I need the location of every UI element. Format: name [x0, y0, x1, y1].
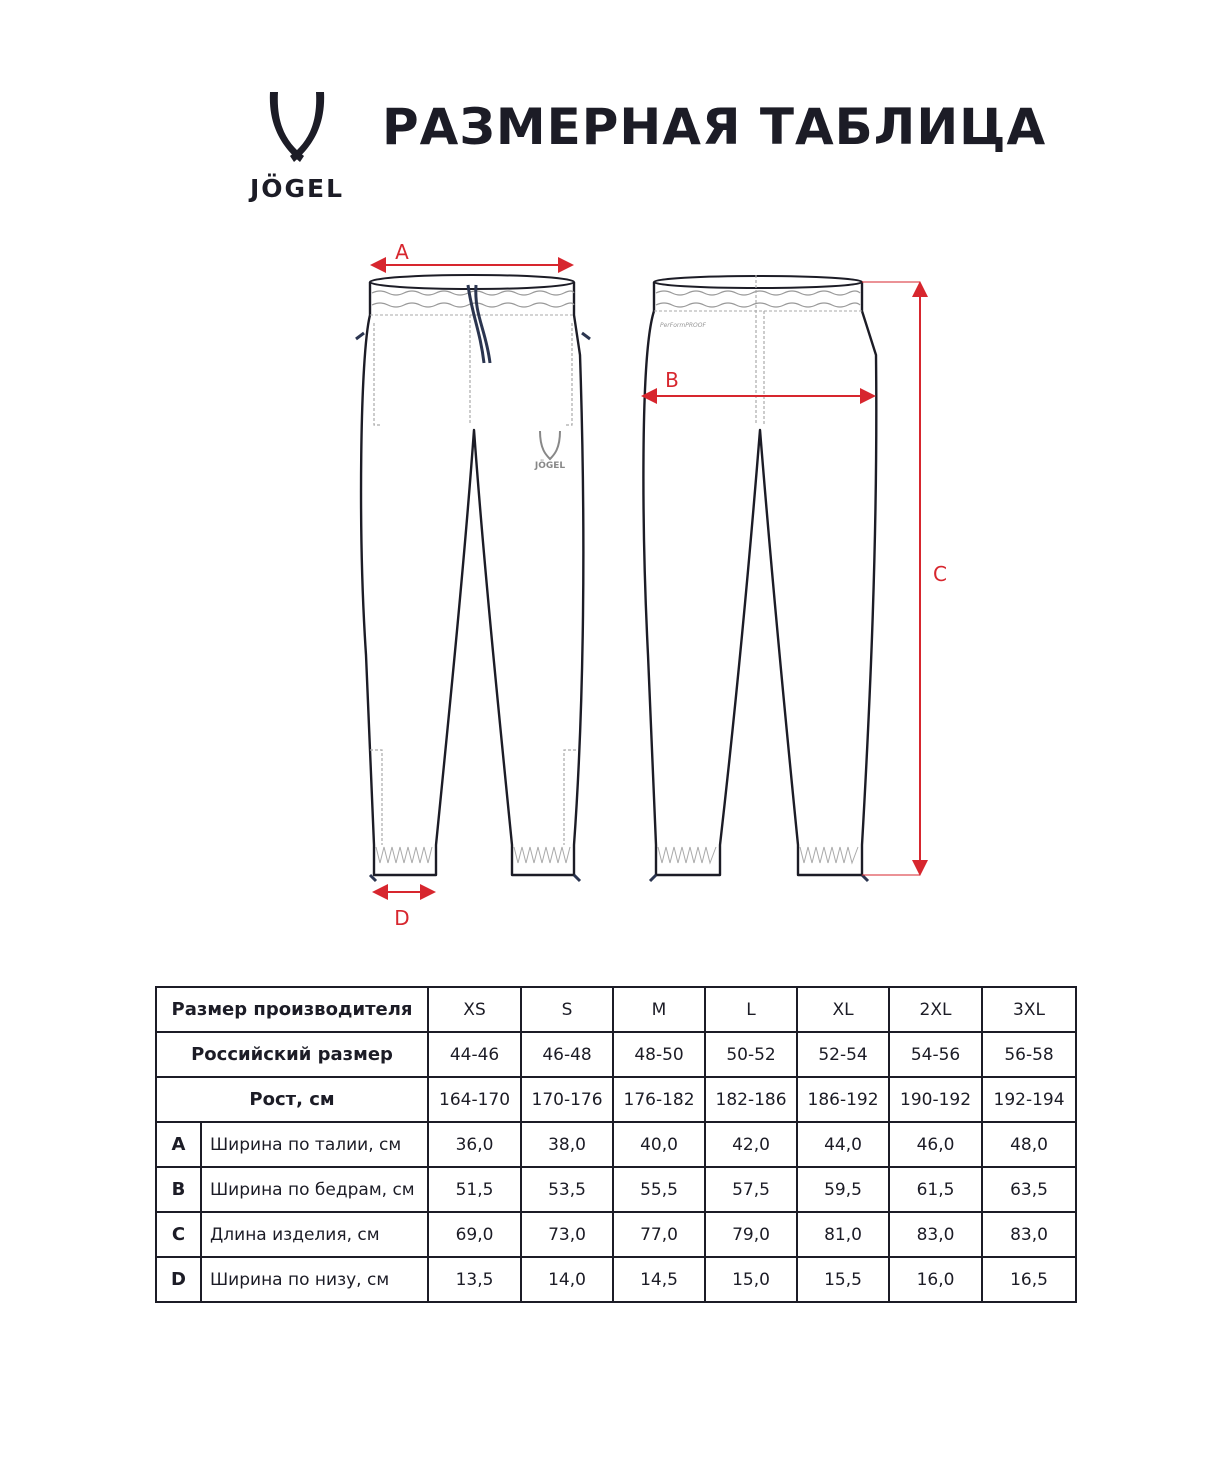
table-cell: 46,0 [889, 1122, 982, 1167]
table-cell: 79,0 [705, 1212, 797, 1257]
table-cell: 54-56 [889, 1032, 982, 1077]
label-a: A [395, 240, 409, 264]
table-cell: M [613, 987, 705, 1032]
row-height [156, 1077, 1076, 1122]
table-cell: 15,5 [797, 1257, 889, 1302]
measurement-a [372, 240, 572, 265]
measure-name: Ширина по бедрам, см [201, 1167, 428, 1212]
table-cell: 182-186 [705, 1077, 797, 1122]
table-cell: 192-194 [982, 1077, 1076, 1122]
front-view [356, 275, 590, 881]
table-cell: 83,0 [982, 1212, 1076, 1257]
table-cell: 61,5 [889, 1167, 982, 1212]
table-cell: 59,5 [797, 1167, 889, 1212]
table-cell: 53,5 [521, 1167, 613, 1212]
table-cell: 77,0 [613, 1212, 705, 1257]
table-cell: 16,0 [889, 1257, 982, 1302]
row-measure-c [156, 1212, 1076, 1257]
table-cell: 63,5 [982, 1167, 1076, 1212]
table-cell: 190-192 [889, 1077, 982, 1122]
measurement-b [643, 368, 874, 396]
print-logo-text: JÖGEL [534, 461, 566, 471]
label-d: D [394, 906, 410, 930]
row-label: Размер производителя [156, 987, 428, 1032]
table-cell: 14,5 [613, 1257, 705, 1302]
table-cell: 81,0 [797, 1212, 889, 1257]
row-label: Рост, см [156, 1077, 428, 1122]
pants-diagram [340, 235, 960, 935]
table-cell: 186-192 [797, 1077, 889, 1122]
row-measure-a [156, 1122, 1076, 1167]
row-manufacturer-size [156, 987, 1076, 1032]
table-cell: 13,5 [428, 1257, 521, 1302]
table-cell: 73,0 [521, 1212, 613, 1257]
table-cell: 15,0 [705, 1257, 797, 1302]
size-table [155, 986, 1077, 1303]
table-cell: 50-52 [705, 1032, 797, 1077]
table-cell: 56-58 [982, 1032, 1076, 1077]
row-measure-b [156, 1167, 1076, 1212]
table-cell: 44,0 [797, 1122, 889, 1167]
table-cell: 2XL [889, 987, 982, 1032]
row-label: Российский размер [156, 1032, 428, 1077]
measure-name: Ширина по низу, см [201, 1257, 428, 1302]
label-c: C [933, 562, 947, 586]
measurement-d [374, 892, 434, 930]
table-cell: L [705, 987, 797, 1032]
measure-letter: A [156, 1122, 201, 1167]
logo-mark-icon [266, 90, 328, 170]
page-title: РАЗМЕРНАЯ ТАБЛИЦА [382, 98, 1047, 156]
measure-letter: D [156, 1257, 201, 1302]
row-russian-size [156, 1032, 1076, 1077]
label-b: B [665, 368, 679, 392]
brand-logo [236, 90, 358, 206]
table-cell: 40,0 [613, 1122, 705, 1167]
table-cell: 164-170 [428, 1077, 521, 1122]
table-cell: 170-176 [521, 1077, 613, 1122]
measure-name: Ширина по талии, см [201, 1122, 428, 1167]
table-cell: 36,0 [428, 1122, 521, 1167]
table-cell: 16,5 [982, 1257, 1076, 1302]
table-cell: 44-46 [428, 1032, 521, 1077]
table-cell: XS [428, 987, 521, 1032]
table-cell: 38,0 [521, 1122, 613, 1167]
back-view [643, 275, 876, 881]
table-cell: 52-54 [797, 1032, 889, 1077]
table-cell: 69,0 [428, 1212, 521, 1257]
table-cell: 83,0 [889, 1212, 982, 1257]
table-cell: 48,0 [982, 1122, 1076, 1167]
table-cell: 48-50 [613, 1032, 705, 1077]
table-cell: S [521, 987, 613, 1032]
table-cell: 176-182 [613, 1077, 705, 1122]
table-cell: 42,0 [705, 1122, 797, 1167]
row-measure-d [156, 1257, 1076, 1302]
table-cell: 55,5 [613, 1167, 705, 1212]
brand-wordmark: JÖGEL [249, 174, 345, 203]
measure-letter: C [156, 1212, 201, 1257]
measure-letter: B [156, 1167, 201, 1212]
measure-name: Длина изделия, см [201, 1212, 428, 1257]
print-tag-text: PerFormPROOF [660, 322, 706, 329]
table-cell: 57,5 [705, 1167, 797, 1212]
table-cell: 46-48 [521, 1032, 613, 1077]
table-cell: 14,0 [521, 1257, 613, 1302]
table-cell: 51,5 [428, 1167, 521, 1212]
table-cell: XL [797, 987, 889, 1032]
table-cell: 3XL [982, 987, 1076, 1032]
